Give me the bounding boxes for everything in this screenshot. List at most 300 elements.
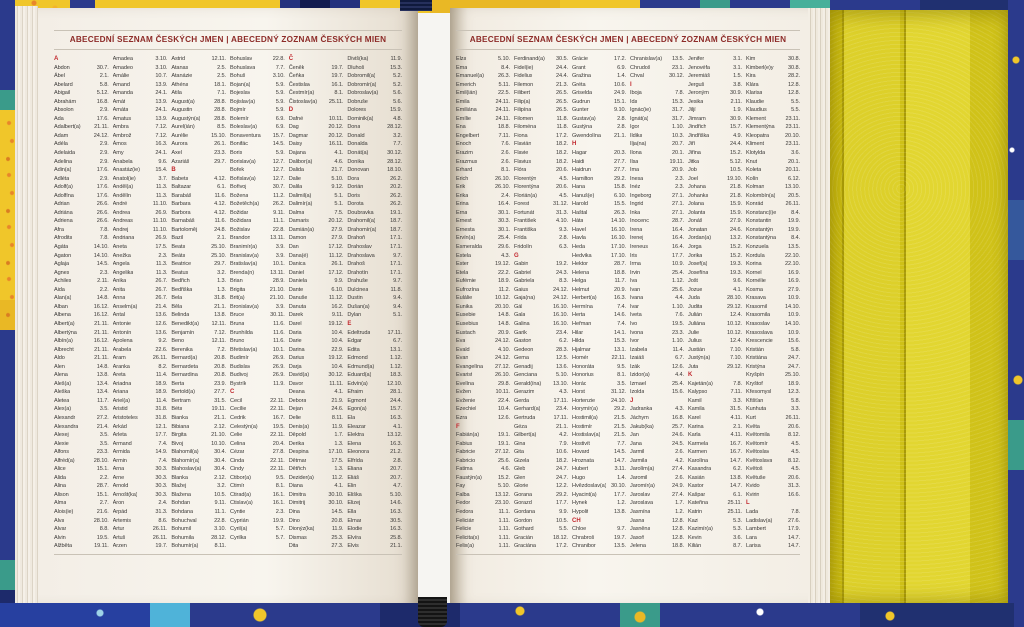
name: Evangelína: [456, 363, 483, 370]
name-entry: [630, 106, 684, 115]
name: Darja: [288, 363, 302, 370]
name-entry: [347, 388, 402, 397]
name: Jaroslav: [630, 491, 651, 498]
name-day-date: 23.4.: [556, 406, 568, 413]
name: Klement: [746, 115, 766, 122]
name: Dag: [288, 124, 299, 131]
name: Judita: [688, 303, 703, 310]
name: Jana: [630, 440, 642, 447]
name-day-date: 10.12.: [495, 295, 510, 302]
name-entry: [171, 491, 226, 500]
name-entry: [347, 166, 402, 175]
name-entry: [630, 98, 684, 107]
name-entry: [572, 388, 626, 397]
name-day-date: 19.9.: [788, 226, 800, 233]
name-day-date: 22.11.: [270, 466, 285, 473]
name: Beatus: [171, 269, 189, 276]
name: Cyntie: [230, 508, 246, 515]
name: Izák: [630, 363, 640, 370]
name-day-date: 10.5.: [730, 167, 742, 174]
name-day-date: 12.2.: [556, 483, 568, 490]
name: Gilbert(a): [514, 432, 537, 439]
name-entry: [456, 115, 510, 124]
name: Anselm(a): [112, 303, 138, 310]
name: Kajetán(a): [688, 380, 713, 387]
name: Iva: [630, 278, 638, 285]
name-day-date: 2.5.: [217, 64, 227, 71]
name-day-date: 24.10.: [611, 397, 626, 404]
name-entry: [688, 405, 742, 414]
name-day-date: 30.10.: [611, 483, 626, 490]
name-day-date: 2.6.: [501, 158, 510, 165]
name-entry: [171, 192, 226, 201]
name-entry: [456, 183, 510, 192]
name-day-date: 16.2.: [331, 303, 344, 310]
name: Dustin: [347, 295, 363, 302]
name: Aristid: [112, 406, 128, 413]
name: Bonaventura: [230, 132, 261, 139]
name-entry: [347, 448, 402, 457]
name: Griselda: [572, 90, 593, 97]
name: Evan: [456, 355, 469, 362]
name-entry: [54, 508, 109, 517]
name: Budivoj: [230, 372, 248, 379]
name-entry: [630, 89, 684, 98]
name: Konstantin: [746, 218, 772, 225]
name-entry: [514, 132, 568, 141]
name-day-date: 14.1.: [614, 329, 626, 336]
name: Eliška: [347, 491, 362, 498]
name-entry: [572, 457, 626, 466]
name: Géza: [514, 423, 527, 430]
name-entry: [230, 517, 285, 526]
name-day-date: 16.1.: [331, 81, 344, 88]
name: Adam: [54, 132, 69, 139]
name-entry: [113, 474, 168, 483]
name-entry: [54, 448, 109, 457]
name-entry: [514, 354, 568, 363]
name-entry: [746, 457, 800, 466]
name-entry: [688, 397, 742, 406]
name-entry: [230, 491, 285, 500]
name-day-date: 9.11.: [273, 209, 285, 216]
name: Boleslav(a): [230, 124, 257, 131]
name-day-date: 6.2.: [733, 466, 742, 473]
name: Alice: [54, 466, 66, 473]
name-day-date: 26.6.: [96, 209, 109, 216]
name-day-date: 31.3.: [788, 483, 800, 490]
name-entry: [688, 320, 742, 329]
name-entry: [113, 89, 168, 98]
name-day-date: 15.9.: [390, 107, 403, 114]
name-entry: [688, 166, 742, 175]
name: Ingrid: [630, 201, 644, 208]
name-day-date: 1.4.: [617, 73, 626, 80]
name-entry: [230, 106, 285, 115]
name-day-date: 13.9.: [155, 98, 168, 105]
name: Drahoslav: [347, 244, 372, 251]
name: Doris: [347, 192, 360, 199]
name-entry: [514, 320, 568, 329]
name-day-date: 28.10.: [93, 457, 109, 464]
name-day-date: 1.11.: [498, 526, 510, 533]
name: Esmeralda: [456, 244, 482, 251]
name: Jenovéfa: [688, 64, 710, 71]
name-day-date: 16.12.: [93, 338, 109, 345]
name-entry: [230, 81, 285, 90]
name: Gala: [514, 312, 526, 319]
name-entry: [630, 337, 684, 346]
name: Areta: [112, 372, 126, 379]
name-day-date: 26.2.: [390, 201, 403, 208]
name-entry: [113, 448, 168, 457]
name-day-date: 24.12.: [495, 355, 510, 362]
name-day-date: 21.7.: [331, 167, 344, 174]
name-entry: [456, 294, 510, 303]
name-day-date: 8.1.: [334, 90, 344, 97]
name-day-date: 17.11.: [387, 329, 403, 336]
name-day-date: 5.6.: [393, 90, 403, 97]
name: Aldo: [54, 355, 65, 362]
name-entry: [54, 200, 109, 209]
name-entry: [113, 64, 168, 73]
name-entry: [113, 269, 168, 278]
name-day-date: 2.8.: [617, 115, 626, 122]
name-day-date: 16.8.: [672, 414, 684, 421]
name-entry: [54, 465, 109, 474]
name-entry: [171, 243, 226, 252]
name-day-date: 4.11.: [730, 414, 742, 421]
name-entry: [688, 175, 742, 184]
name: Alexandr: [54, 414, 76, 421]
name-day-date: 4.1.: [393, 423, 403, 430]
cover-bottom-edge: [0, 603, 1014, 627]
name: Ambra: [112, 124, 129, 131]
name-entry: [230, 115, 285, 124]
name: Bivoj: [171, 440, 183, 447]
name-day-date: 30.7.: [96, 64, 109, 71]
name-day-date: 23.10.: [495, 500, 510, 507]
name-entry: [572, 123, 626, 132]
name-day-date: 11.10.: [152, 201, 168, 208]
name-entry: [54, 363, 109, 372]
name: Božidara: [230, 218, 252, 225]
name: Cindy: [230, 466, 244, 473]
name: Alison: [54, 491, 69, 498]
name-day-date: 1.3.: [217, 278, 227, 285]
name: Berta: [171, 380, 185, 387]
name: Bohuchval: [171, 517, 197, 524]
name-day-date: 9.10.: [614, 107, 626, 114]
name: Barnabáš: [171, 218, 195, 225]
name-day-date: 30.8.: [788, 56, 800, 62]
name: Anatol(ie): [112, 175, 136, 182]
name-day-date: 3.3.: [791, 406, 800, 413]
name: Dina: [288, 508, 300, 515]
name: Hagar: [572, 150, 587, 157]
name-day-date: 7.4.: [617, 320, 626, 327]
name-day-date: 30.12.: [387, 150, 403, 157]
name: Kazimír(a): [688, 526, 713, 533]
name-entry: [572, 234, 626, 243]
name-day-date: 26.10.: [495, 372, 510, 379]
name: Kamila: [688, 406, 705, 413]
name-entry: [113, 303, 168, 312]
name: Ivo: [630, 320, 638, 327]
name-entry: [688, 89, 742, 98]
name-entry: [289, 81, 344, 90]
name-entry: [230, 440, 285, 449]
name-entry: [289, 217, 344, 226]
name-day-date: 5.7.: [275, 534, 285, 541]
name-day-date: 7.4.: [158, 457, 168, 464]
name-day-date: 3.1.: [733, 56, 742, 62]
name-day-date: 5.5.: [791, 107, 800, 114]
name: Aletea: [54, 397, 70, 404]
page-stack-left-edge: [15, 6, 38, 611]
name-entry: [514, 106, 568, 115]
name-day-date: 4.5.: [791, 440, 800, 447]
name: Bohumil: [171, 526, 191, 533]
name-entry: [113, 294, 168, 303]
name-day-date: 17.12.: [328, 269, 344, 276]
name: Havel: [572, 226, 586, 233]
name-day-date: 16.7.: [730, 449, 742, 456]
name-entry: [688, 234, 742, 243]
name: Karmen: [688, 449, 707, 456]
name: Horymír(a): [572, 406, 598, 413]
name-entry: [113, 311, 168, 320]
name-entry: [347, 405, 402, 414]
name: Alois(ie): [54, 508, 74, 515]
name: Elena: [347, 440, 362, 447]
name-day-date: 4.4.: [675, 372, 684, 379]
name: Genciana: [514, 372, 538, 379]
name-entry: [746, 482, 800, 491]
name: Hugo: [572, 474, 585, 481]
name-day-date: 12.3.: [788, 389, 800, 396]
name-day-date: 15.8.: [614, 184, 626, 191]
name: Daniela: [288, 278, 307, 285]
name-day-date: 1.10.: [672, 338, 684, 345]
name: Krasoslava: [746, 329, 773, 336]
name-entry: [456, 448, 510, 457]
name-day-date: 28.8.: [214, 115, 227, 122]
name: Herbert(a): [572, 295, 597, 302]
name-day-date: 22.8.: [272, 226, 285, 233]
name: Benedikt(a): [171, 320, 199, 327]
name-day-date: 28.12.: [387, 158, 403, 165]
name: Astrid: [171, 56, 186, 62]
name-day-date: 22.11.: [270, 432, 285, 439]
name-day-date: 22.9.: [331, 346, 344, 353]
name-entry: [746, 354, 800, 363]
name: Donalda: [347, 141, 368, 148]
name: Kevin: [688, 534, 702, 541]
name-entry: [113, 81, 168, 90]
name-day-date: 15.7.: [730, 124, 742, 131]
name: Grant: [572, 64, 586, 71]
name-day-date: 16.7.: [272, 414, 285, 421]
name-entry: [289, 482, 344, 491]
name-day-date: 9.5.: [617, 363, 626, 370]
name-day-date: 23.1.: [672, 64, 684, 71]
name-day-date: 24.12.: [553, 286, 568, 293]
name-entry: [746, 81, 800, 90]
name: Květomila: [746, 432, 770, 439]
name-entry: [347, 517, 402, 526]
name-day-date: 24.5.: [672, 440, 684, 447]
name: Blahoslav(a): [171, 466, 202, 473]
name-day-date: 4.3.: [501, 252, 510, 259]
name-day-date: 17.6.: [96, 184, 109, 191]
name-day-date: 15.5.: [614, 201, 626, 208]
name-entry: [289, 431, 344, 440]
name-day-date: 3.9.: [275, 244, 285, 251]
name-day-date: 24.6.: [730, 226, 742, 233]
name-entry: [514, 81, 568, 90]
name: Estela: [456, 252, 471, 259]
name-day-date: 17.10.: [328, 449, 344, 456]
name-day-date: 13.11.: [270, 269, 285, 276]
name-day-date: 11.7.: [97, 397, 109, 404]
name: Iris: [630, 252, 638, 259]
name-day-date: 21.8.: [730, 192, 742, 199]
name-entry: [171, 200, 226, 209]
name: Hovard: [572, 449, 590, 456]
name-entry: [113, 371, 168, 380]
name: Brit(a): [230, 295, 245, 302]
name: Krasomil: [746, 303, 767, 310]
name: Angelika: [112, 269, 134, 276]
name: Atanas: [171, 64, 189, 71]
name-entry: [171, 337, 226, 346]
name-day-date: 18.8.: [672, 543, 684, 550]
name: Darie: [288, 338, 302, 345]
name-entry: [230, 363, 285, 372]
name-entry: [289, 337, 344, 346]
name: Ferdinand(a): [514, 56, 545, 62]
name-entry: [514, 286, 568, 295]
name-entry: [572, 55, 626, 64]
name: Hostimil(a): [572, 414, 598, 421]
name-entry: [54, 243, 109, 252]
name-day-date: 26.7.: [155, 278, 168, 285]
name: Bernard(a): [171, 355, 198, 362]
name: Debora: [288, 397, 307, 404]
name-entry: [746, 234, 800, 243]
name: Jarolím(a): [630, 466, 655, 473]
name: Hynek: [572, 500, 588, 507]
name-entry: [456, 175, 510, 184]
name: Bruce: [230, 312, 245, 319]
name: Diana: [288, 483, 303, 490]
name-entry: [514, 192, 568, 201]
name-day-date: 29.2.: [614, 406, 626, 413]
name-day-date: 1.11.: [498, 534, 510, 541]
name-day-date: 19.3.: [730, 261, 742, 268]
name: Fedora: [456, 508, 474, 515]
name-day-date: 7.12.: [155, 124, 168, 131]
name-day-date: 5.8.: [791, 397, 800, 404]
name-entry: [289, 183, 344, 192]
name: Krasava: [746, 295, 766, 302]
name: Amy: [112, 150, 124, 157]
name: Bianka: [171, 414, 188, 421]
name: Eliana: [347, 466, 363, 473]
name: Alban: [54, 303, 68, 310]
name: Anna: [112, 295, 126, 302]
name-entry: [230, 380, 285, 389]
name-day-date: 18.8.: [498, 124, 510, 131]
name-entry: [572, 243, 626, 252]
name-day-date: 13.12.: [387, 432, 403, 439]
name-day-date: 11.9.: [390, 56, 403, 62]
name: Jáchym: [630, 414, 649, 421]
name-day-date: 16.12.: [93, 312, 109, 319]
name: Gina: [514, 440, 526, 447]
name-day-date: 26.2.: [390, 175, 403, 182]
name-entry: [688, 337, 742, 346]
name-entry: [688, 457, 742, 466]
name-day-date: 18.2.: [556, 150, 568, 157]
name: Cyril(a): [230, 526, 248, 533]
name-entry: [171, 286, 226, 295]
name-day-date: 26.6.: [96, 201, 109, 208]
name-day-date: 2.3.: [275, 508, 285, 515]
name-day-date: 4.1.: [334, 150, 344, 157]
name-entry: [514, 64, 568, 73]
name: Aleš(a): [54, 380, 72, 387]
name: Alina: [54, 483, 66, 490]
name: Jakub(ka): [630, 423, 654, 430]
name: Alen: [54, 363, 65, 370]
name: Kimberl(e)y: [746, 64, 774, 71]
name-entry: [456, 491, 510, 500]
name-entry: [289, 534, 344, 543]
name-entry: [630, 508, 684, 517]
name-entry: [746, 115, 800, 124]
name: Inesa: [630, 175, 644, 182]
name-entry: [230, 508, 285, 517]
name-entry: [572, 482, 626, 491]
name-day-date: 27.7.: [614, 167, 626, 174]
name-day-date: 12.8.: [788, 90, 800, 97]
name: Fidel(ie): [514, 64, 534, 71]
name: Dimitra: [288, 491, 306, 498]
name-day-date: 19.9.: [272, 517, 285, 524]
name-day-date: 2.3.: [675, 175, 684, 182]
name-entry: [54, 115, 109, 124]
name: Ivana: [630, 295, 644, 302]
name: Celina: [230, 440, 246, 447]
name-entry: [171, 397, 226, 406]
name: Erik: [456, 184, 466, 191]
name: Jasmína: [630, 508, 651, 515]
name-day-date: 12.11.: [211, 338, 227, 345]
name: Ingeborg: [630, 192, 652, 199]
name-day-date: 4.1.: [733, 286, 742, 293]
name: Daniel: [288, 269, 304, 276]
name: Gertruda: [514, 414, 536, 421]
name-entry: [572, 132, 626, 141]
name-entry: [289, 252, 344, 261]
name-day-date: 7.9.: [559, 440, 568, 447]
name: Eduard(a): [347, 372, 372, 379]
name: Andrej: [112, 226, 129, 233]
name-day-date: 27.4.: [672, 491, 684, 498]
name: Jarmil: [630, 449, 645, 456]
